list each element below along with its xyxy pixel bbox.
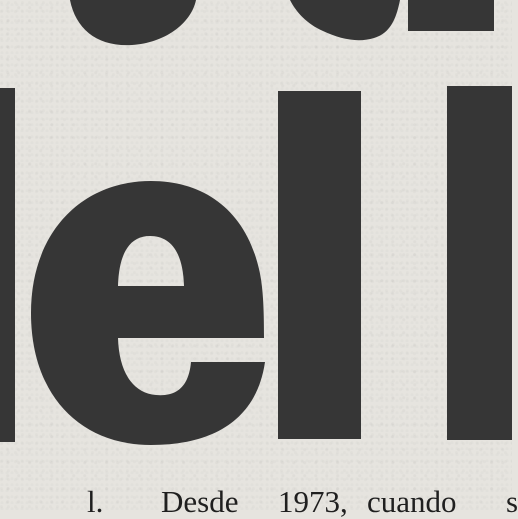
body-word-tail: s bbox=[506, 484, 518, 519]
body-text-line bbox=[0, 484, 518, 519]
headline-letter-l-2 bbox=[447, 86, 512, 440]
body-word-cuando: cuando bbox=[367, 484, 457, 519]
headline-letter-e bbox=[31, 181, 265, 445]
body-word-prefix: l. bbox=[87, 484, 104, 519]
headline-letter-l-1 bbox=[278, 91, 362, 439]
body-word-desde: Desde bbox=[161, 484, 239, 519]
body-word-year: 1973, bbox=[278, 484, 348, 519]
headline-ell bbox=[0, 66, 512, 446]
headline-letter-l-partial bbox=[0, 88, 16, 442]
top-headline-fragment bbox=[0, 0, 512, 52]
